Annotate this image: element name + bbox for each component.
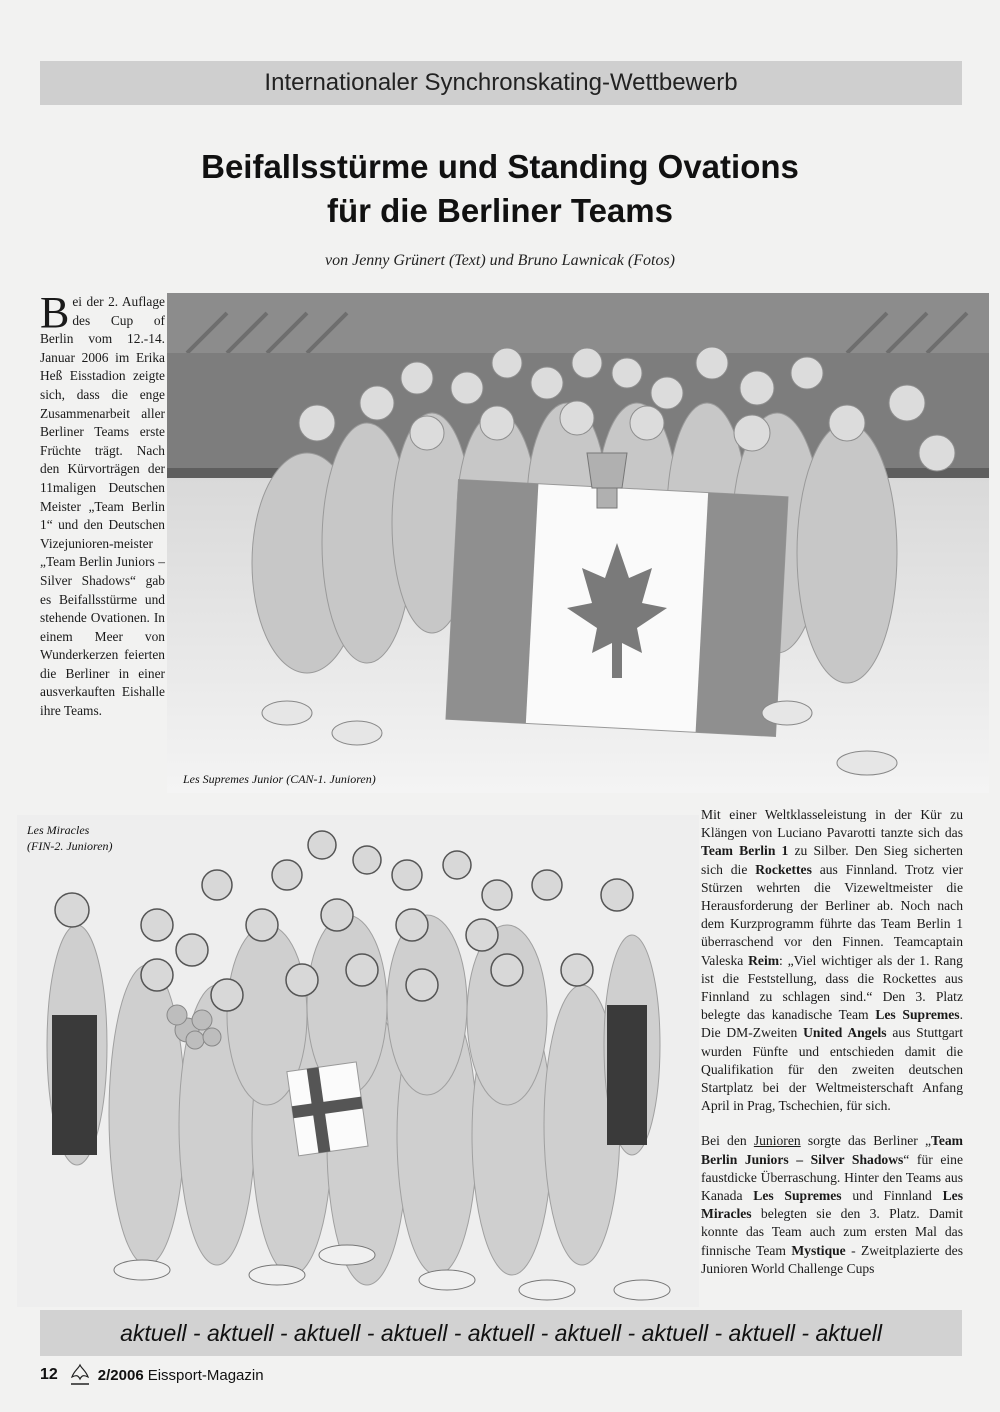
p1-text-c: zu Silber. Den Sieg sicherten sich die xyxy=(701,843,963,877)
photo-les-miracles-illustration xyxy=(17,815,699,1307)
p2-text-a: Bei den xyxy=(701,1133,754,1149)
p1-text-g: aus Stuttgart wurden Fünfte und entschieden damit die Qualifikation für den zweiten deutschen Startplatz bei der Weltmeisterschaft Anfang April in Prag, Tschechien, für sich. xyxy=(701,1025,963,1114)
p2-bold-team-berlin-juniors: Team Berlin Juniors – Silver Shadows xyxy=(701,1133,963,1167)
p2-text-c: “ für eine faustdicke Überraschung. Hinter den Teams aus Kanada xyxy=(701,1151,963,1204)
section-title: Internationaler Synchronskating-Wettbewerb xyxy=(264,69,738,96)
photo2-caption-line-2: (FIN-2. Junioren) xyxy=(27,839,113,853)
team-photo-les-miracles xyxy=(17,815,699,1307)
headline-line-2: für die Berliner Teams xyxy=(326,192,673,229)
p2-bold-les-miracles: Les Miracles xyxy=(701,1188,963,1222)
body-paragraph-2 xyxy=(701,1132,963,1278)
p2-text-b: sorgte das Berliner „ xyxy=(800,1133,932,1149)
magazine-name: Eissport-Magazin xyxy=(147,1366,264,1384)
photo1-caption: Les Supremes Junior (CAN-1. Junioren) xyxy=(183,772,376,786)
drop-cap: B xyxy=(40,288,70,337)
p1-bold-les-supremes: Les Supremes xyxy=(875,1007,960,1023)
p1-text-e: : „Viel wichtiger als der 1. Rang ist die Feststellung, dass die Rockettes aus Finnland zu schlagen sind.“ Den 3. Platz belegte das kanadische Team xyxy=(701,952,963,1023)
photo2-caption xyxy=(27,822,187,854)
p2-bold-les-supremes: Les Supremes xyxy=(753,1188,842,1204)
section-header-bar xyxy=(40,61,962,105)
p2-text-e: belegten sie den 3. Platz. Damit konnte das Team auch zum ersten Mal das finnische Team xyxy=(701,1206,963,1258)
intro-column xyxy=(40,288,165,721)
article-body-column xyxy=(701,806,963,1295)
team-photo-les-supremes xyxy=(167,293,989,793)
article-byline: von Jenny Grünert (Text) und Bruno Lawnicak (Fotos) xyxy=(324,252,675,269)
headline-line-1: Beifallsstürme und Standing Ovations xyxy=(201,148,799,185)
p2-text-d: und Finnland xyxy=(841,1188,943,1204)
p1-bold-team-berlin-1: Team Berlin 1 xyxy=(701,843,789,859)
p1-bold-rockettes: Rockettes xyxy=(755,861,812,877)
article-headline xyxy=(60,145,940,233)
body-paragraph-1 xyxy=(701,806,963,1115)
ticker-text: aktuell - aktuell - aktuell - aktuell - aktuell - aktuell - aktuell - aktuell - aktuell xyxy=(120,1319,882,1346)
p1-bold-reim: Reim xyxy=(748,952,780,968)
photo-les-supremes-illustration xyxy=(167,293,989,793)
p2-underlined-junioren: Junioren xyxy=(753,1133,801,1149)
p1-bold-united-angels: United Angels xyxy=(803,1025,887,1041)
intro-text: ei der 2. Auflage des Cup of Berlin vom 12.-14. Januar 2006 im Erika Heß Eisstadion zeigte sich, dass die enge Zusammenarbeit aller Berliner Teams erste Früchte trägt. Nach den Kürvorträgen der 11maligen Deutschen Meister „Team Berlin 1“ und den Deutschen Vizejunioren-meister „Team Berlin Juniors – Silver Shadows“ gab es Beifallsstürme und stehende Ovationen. In einem Meer von Wunderkerzen feierten die Berliner in einer ausverkauften Eishalle ihre Teams. xyxy=(40,294,165,719)
issue-number: 2/2006 xyxy=(97,1366,144,1384)
page-footer xyxy=(40,1360,264,1390)
p2-bold-mystique: Mystique xyxy=(791,1242,846,1258)
photo2-caption-line-1: Les Miracles xyxy=(27,823,90,837)
skater-logo-icon xyxy=(68,1363,92,1387)
aktuell-ticker-bar xyxy=(40,1310,962,1356)
p2-text-f: - Zweitplazierte des Junioren World Challenge Cups xyxy=(701,1242,964,1276)
p1-text-d: aus Finnland. Trotz vier Stürzen wehrten die Vizeweltmeister die Herausforderung der Berliner ab. Noch nach dem Kurzprogramm führte das Team Berlin 1 überraschend vor den Finnen. Teamcaptain Valeska xyxy=(701,861,963,968)
page-number: 12 xyxy=(40,1366,58,1383)
p1-text-f: . Die DM-Zweiten xyxy=(701,1007,963,1041)
p1-text-a: Mit einer Weltklasseleistung in der Kür zu Klängen von Luciano Pavarotti tanzte sich das xyxy=(701,807,963,841)
